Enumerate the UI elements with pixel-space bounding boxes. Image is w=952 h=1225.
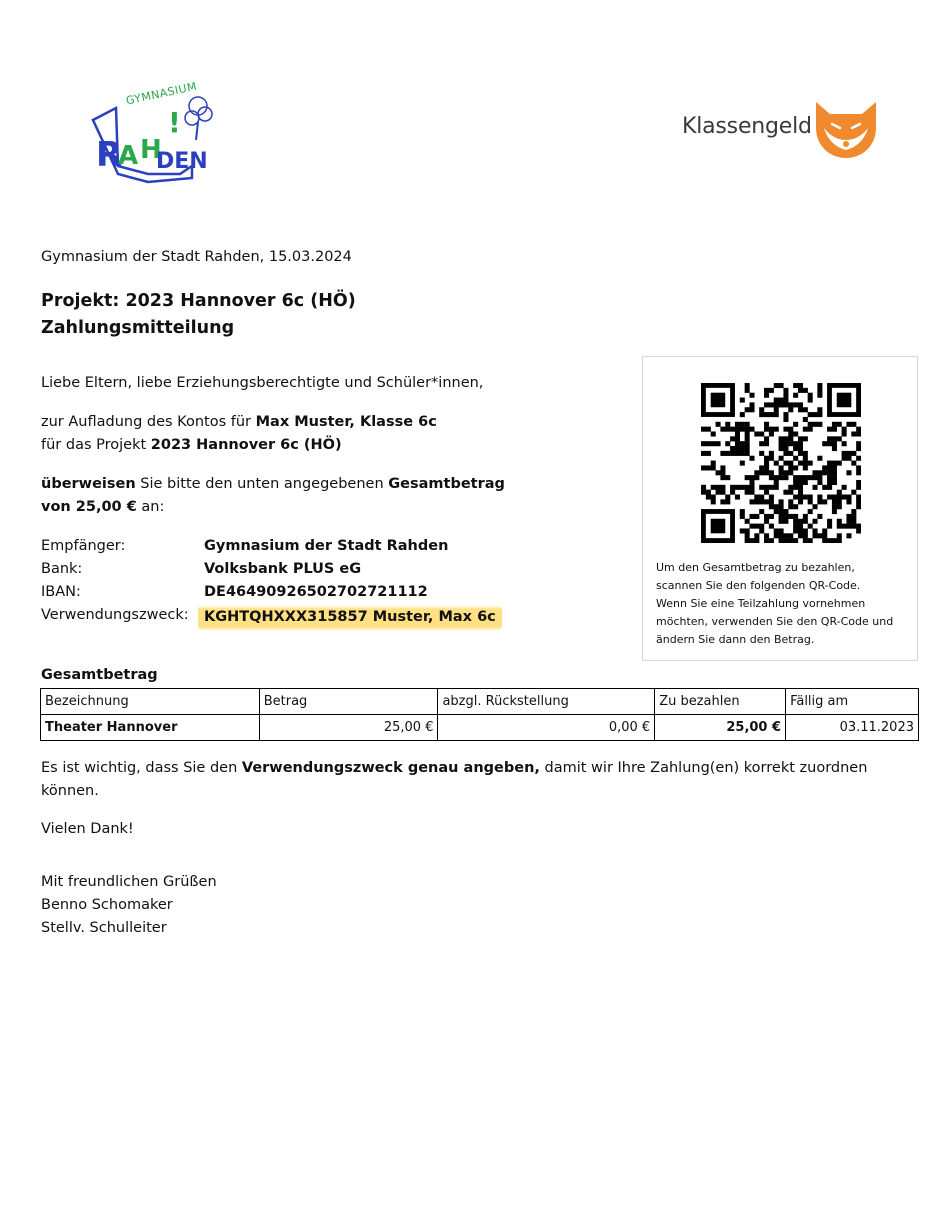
payment-label: Empfänger: (41, 538, 126, 554)
due-amount-cell: 25,00 € (655, 715, 786, 741)
payment-label: Bank: (41, 561, 83, 577)
payment-label: Verwendungszweck: (41, 607, 189, 623)
svg-text:DEN: DEN (156, 149, 208, 174)
transfer-suffix: an: (136, 499, 165, 515)
project-prefix: für das Projekt (41, 437, 151, 453)
regards-line: Mit freundlichen Grüßen (41, 874, 217, 890)
klassengeld-brand-name: Klassengeld (682, 114, 812, 139)
qr-text-line: ändern Sie dann den Betrag. (656, 633, 815, 646)
note-bold: Verwendungszweck genau angeben, (241, 760, 540, 776)
deduction-cell: 0,00 € (438, 715, 655, 741)
greeting: Liebe Eltern, liebe Erziehungsberechtigte und Schüler*innen, (41, 375, 484, 391)
thanks-line: Vielen Dank! (41, 821, 134, 837)
total-amount: von 25,00 € (41, 499, 137, 515)
qr-code[interactable] (701, 383, 861, 543)
payment-reference-value: KGHTQHXXX315857 Muster, Max 6c (198, 604, 502, 631)
closing-block (41, 871, 217, 940)
amount-cell: 25,00 € (259, 715, 438, 741)
letter-body (41, 372, 621, 631)
note-suffix: damit wir Ihre Zahlung(en) korrekt zuordnen können. (41, 760, 868, 799)
project-paragraph (41, 434, 621, 457)
school-logo-icon (88, 78, 218, 186)
school-logo (88, 78, 218, 186)
payment-details (41, 535, 621, 631)
qr-text-line: möchten, verwenden Sie den QR-Code und (656, 615, 894, 628)
reference-note (41, 757, 921, 803)
klassengeld-logo (682, 98, 882, 160)
signer-role: Stellv. Schulleiter (41, 920, 167, 936)
header-cell: abzgl. Rückstellung (438, 689, 655, 715)
project-name: 2023 Hannover 6c (HÖ) (150, 437, 342, 453)
title-block (41, 288, 356, 342)
payment-row-reference (41, 604, 621, 631)
project-title: Projekt: 2023 Hannover 6c (HÖ) (41, 291, 356, 311)
qr-code-box (642, 356, 918, 661)
fox-icon (810, 98, 882, 160)
qr-text-line: scannen Sie den folgenden QR-Code. (656, 579, 861, 592)
date-line: Gymnasium der Stadt Rahden, 15.03.2024 (41, 249, 352, 265)
header-cell: Zu bezahlen (655, 689, 786, 715)
header-cell: Fällig am (786, 689, 919, 715)
qr-instructions (656, 559, 912, 649)
summary-table (40, 688, 919, 741)
table-row (41, 715, 919, 741)
header-cell: Betrag (259, 689, 438, 715)
qr-text-line: Um den Gesamtbetrag zu bezahlen, (656, 561, 855, 574)
summary-title: Gesamtbetrag (41, 667, 158, 683)
qr-text-line: Wenn Sie eine Teilzahlung vornehmen (656, 597, 866, 610)
note-prefix: Es ist wichtig, dass Sie den (41, 760, 242, 776)
transfer-verb: überweisen (41, 476, 136, 492)
account-paragraph (41, 411, 621, 434)
svg-text:GYMNASIUM: GYMNASIUM (124, 79, 199, 108)
iban-value: DE46490926502702721112 (204, 584, 428, 600)
payment-row-bank (41, 558, 621, 581)
total-label: Gesamtbetrag (388, 476, 505, 492)
student-name: Max Muster, Klasse 6c (255, 414, 437, 430)
transfer-mid: Sie bitte den unten angegebenen (135, 476, 389, 492)
svg-text:R: R (96, 135, 123, 175)
svg-text:!: ! (168, 106, 181, 139)
due-date-cell: 03.11.2023 (786, 715, 919, 741)
svg-text:H: H (140, 135, 162, 165)
payment-value: Gymnasium der Stadt Rahden (204, 538, 449, 554)
svg-text:A: A (118, 141, 139, 171)
account-prefix: zur Aufladung des Kontos für (41, 414, 256, 430)
item-name-cell: Theater Hannover (41, 715, 260, 741)
header-cell: Bezeichnung (41, 689, 260, 715)
payment-row-iban (41, 581, 621, 604)
payment-row-recipient (41, 535, 621, 558)
transfer-paragraph (41, 473, 621, 519)
signer-name: Benno Schomaker (41, 897, 173, 913)
payment-label: IBAN: (41, 584, 81, 600)
payment-value: Volksbank PLUS eG (204, 561, 362, 577)
document-title: Zahlungsmitteilung (41, 318, 235, 338)
table-header-row (41, 689, 919, 715)
